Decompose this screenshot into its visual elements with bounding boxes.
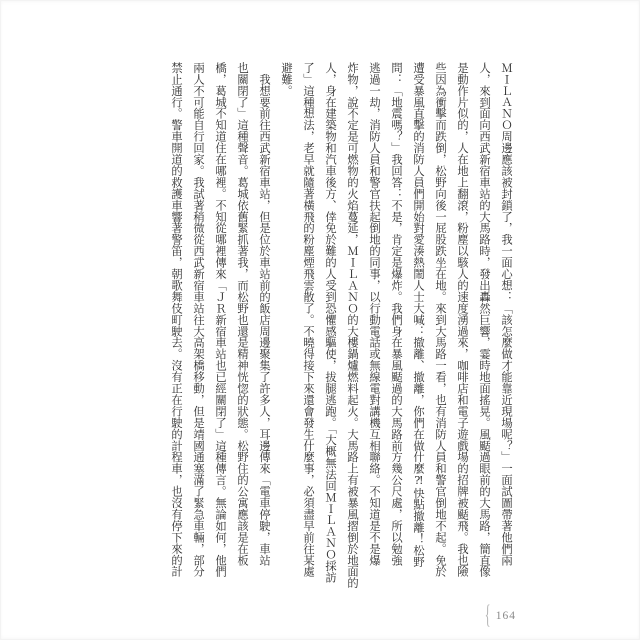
text-column: 避難。 bbox=[280, 62, 292, 97]
text-column: 逃過一劫，消防人員和警官扶起倒地的同事，以行動電話或無線電對講機互相聯絡。不知道是不是爆 bbox=[368, 62, 380, 566]
text-column: 問：「地震嗎？」我回答：不是，肯定是爆炸。我們身在暴風颳過的大馬路前方幾公尺處，所以勉強 bbox=[390, 62, 402, 566]
text-column: 遭受暴風直擊的消防人員們開始對愛湊熱鬧人士大喊：撤離、撤離，你們在做什麼⁈快點撤離！松野 bbox=[412, 62, 424, 568]
page-number: 164 bbox=[495, 610, 516, 622]
text-column: 炸物，說不定是可燃物的火焰蔓延，ＭＩＬＡＮＯ的大樓鍋爐燃料起火。大馬路上有被暴風摺倒於地面的 bbox=[346, 62, 358, 589]
text-column: 橋，葛城不知道住在哪裡。不知從哪裡傳來「ＪＲ新宿車站也已經關閉了」這種傳言。無論如何，他們 bbox=[214, 62, 226, 578]
text-column: 人，來到面向西武新宿車站的大馬路時，發出轟然巨響，霎時地面搖晃。風颳過眼前的大馬路，簡直像 bbox=[478, 62, 490, 578]
text-column: 也關閉了」這種聲音。葛城依舊緊抓著我，而松野也還是精神恍惚的狀態。松野住的公寓應該是在板 bbox=[236, 62, 248, 566]
page-footer bbox=[485, 601, 516, 631]
page-number-brace-icon: { bbox=[485, 601, 492, 631]
text-column: 些因為衝擊而跌倒，松野向後一屁股跌坐在地。來到大馬路一看，也有消防人員和警官倒地不起。免於 bbox=[434, 62, 446, 578]
text-column: 禁止通行。警車開道的救護車響著警笛，朝歌舞伎町駛去。沒有正在行駛的計程車，也沒有停下來的計 bbox=[170, 62, 182, 578]
text-column: 兩人不可能自行回家。我試著稍微從西武新宿車站往大高架橋移動，但是靖國通塞滿了緊急車輛，部分 bbox=[192, 62, 204, 578]
text-column: ＭＩＬＡＮＯ周邊應該被封鎖了，我一面心想：「該怎麼做才能靠近現場呢？」一面試圖帶著他們兩 bbox=[500, 62, 512, 566]
text-column: 了」這種想法，老早就隨著橫飛的粉塵煙飛雲散了。不曉得接下來還會發生什麼事，必須盡早前往某處 bbox=[302, 62, 314, 578]
text-column: 是動作片似的，人在地上翻滾，粉塵以駭人的速度湧過來，咖啡店和電子遊戲場的招牌被颳飛。我也險 bbox=[456, 62, 468, 578]
text-column: 我想要前往西武新宿車站，但是位於車站前的飯店周邊聚集了許多人，耳邊傳來「電車停駛，車站 bbox=[258, 62, 270, 566]
text-column: 人，身在建築物和汽車後方、倖免於難的人受到恐懼感驅使，拔腿逃跑。「大概無法回ＭＩＬＡＮＯ採訪 bbox=[324, 62, 336, 584]
page-text bbox=[165, 62, 517, 592]
